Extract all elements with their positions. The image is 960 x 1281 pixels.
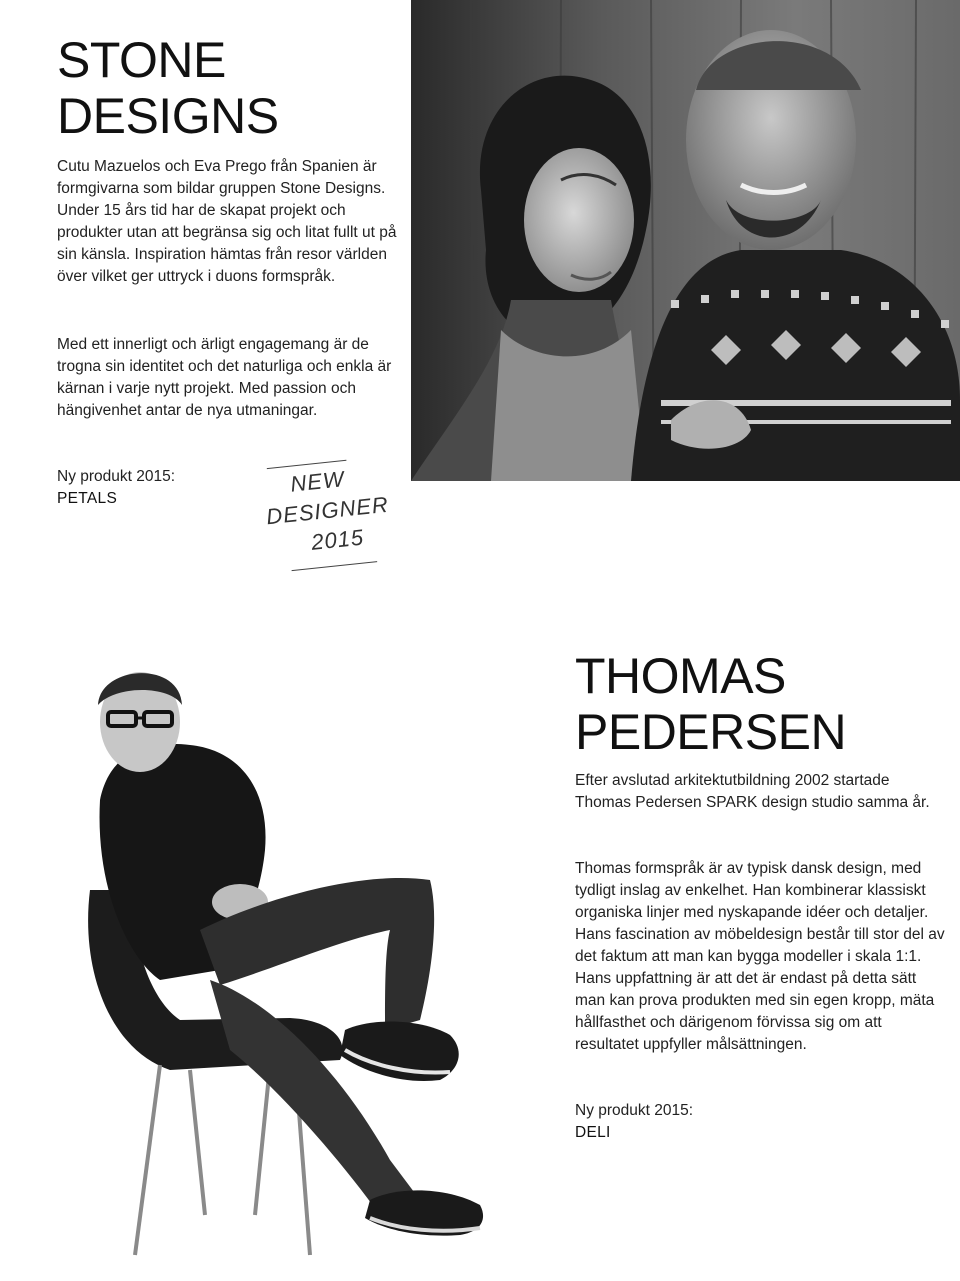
stamp-year-text: 2015 [309, 524, 366, 555]
stone-designs-heading [57, 32, 387, 144]
heading-line: THOMAS [575, 648, 786, 704]
stone-bio-paragraph-1: Cutu Mazuelos och Eva Prego från Spanien är formgivarna som bildar gruppen Stone Designs. Under 15 års tid har de skapat projekt och produkter utan att begränsa sig och litat fullt ut på sin känsla. Inspiration hämtas från resor världen över vilket ger uttryck i duons formspråk. [57, 158, 397, 285]
heading-line: DESIGNS [57, 88, 279, 144]
stone-new-product-label: Ny produkt 2015: [57, 468, 176, 485]
thomas-new-product-name: DELI [575, 1124, 611, 1141]
stamp-bottom-rule [292, 561, 378, 571]
thomas-pedersen-heading [575, 648, 935, 760]
heading-line: STONE [57, 32, 226, 88]
stone-bio-paragraph-2: Med ett innerligt och ärligt engagemang är de trogna sin identitet och det naturliga och enkla är kärnan i varje nytt projekt. Med passion och hängivenhet antar de nya utmaningar. [57, 336, 392, 419]
stamp-new-text: NEW [289, 466, 346, 497]
thomas-new-product-label: Ny produkt 2015: [575, 1102, 694, 1119]
stone-new-product-name: PETALS [57, 490, 118, 507]
heading-line: PEDERSEN [575, 704, 847, 760]
thomas-bio-paragraph-2: Thomas formspråk är av typisk dansk design, med tydligt inslag av enkelhet. Han kombinerar klassiskt organiska linjer med nyskapande idéer och detaljer. Hans fascination av möbeldesign består till stor del av det faktum att man kan bygga modeller i skala 1:1. Hans uppfattning är att det är endast på detta sätt man kan prova produkten med sin egen kropp, mäta hållfasthet och därigenom förvissa sig om att resultatet uppfyller målsättningen. [575, 860, 945, 1053]
stamp-designer-text: DESIGNER [265, 491, 390, 530]
thomas-pedersen-photo [40, 640, 540, 1270]
stone-designs-photo [411, 0, 960, 481]
new-designer-stamp [252, 449, 404, 581]
thomas-bio-paragraph-1: Efter avslutad arkitektutbildning 2002 startade Thomas Pedersen SPARK design studio samma år. [575, 772, 930, 811]
